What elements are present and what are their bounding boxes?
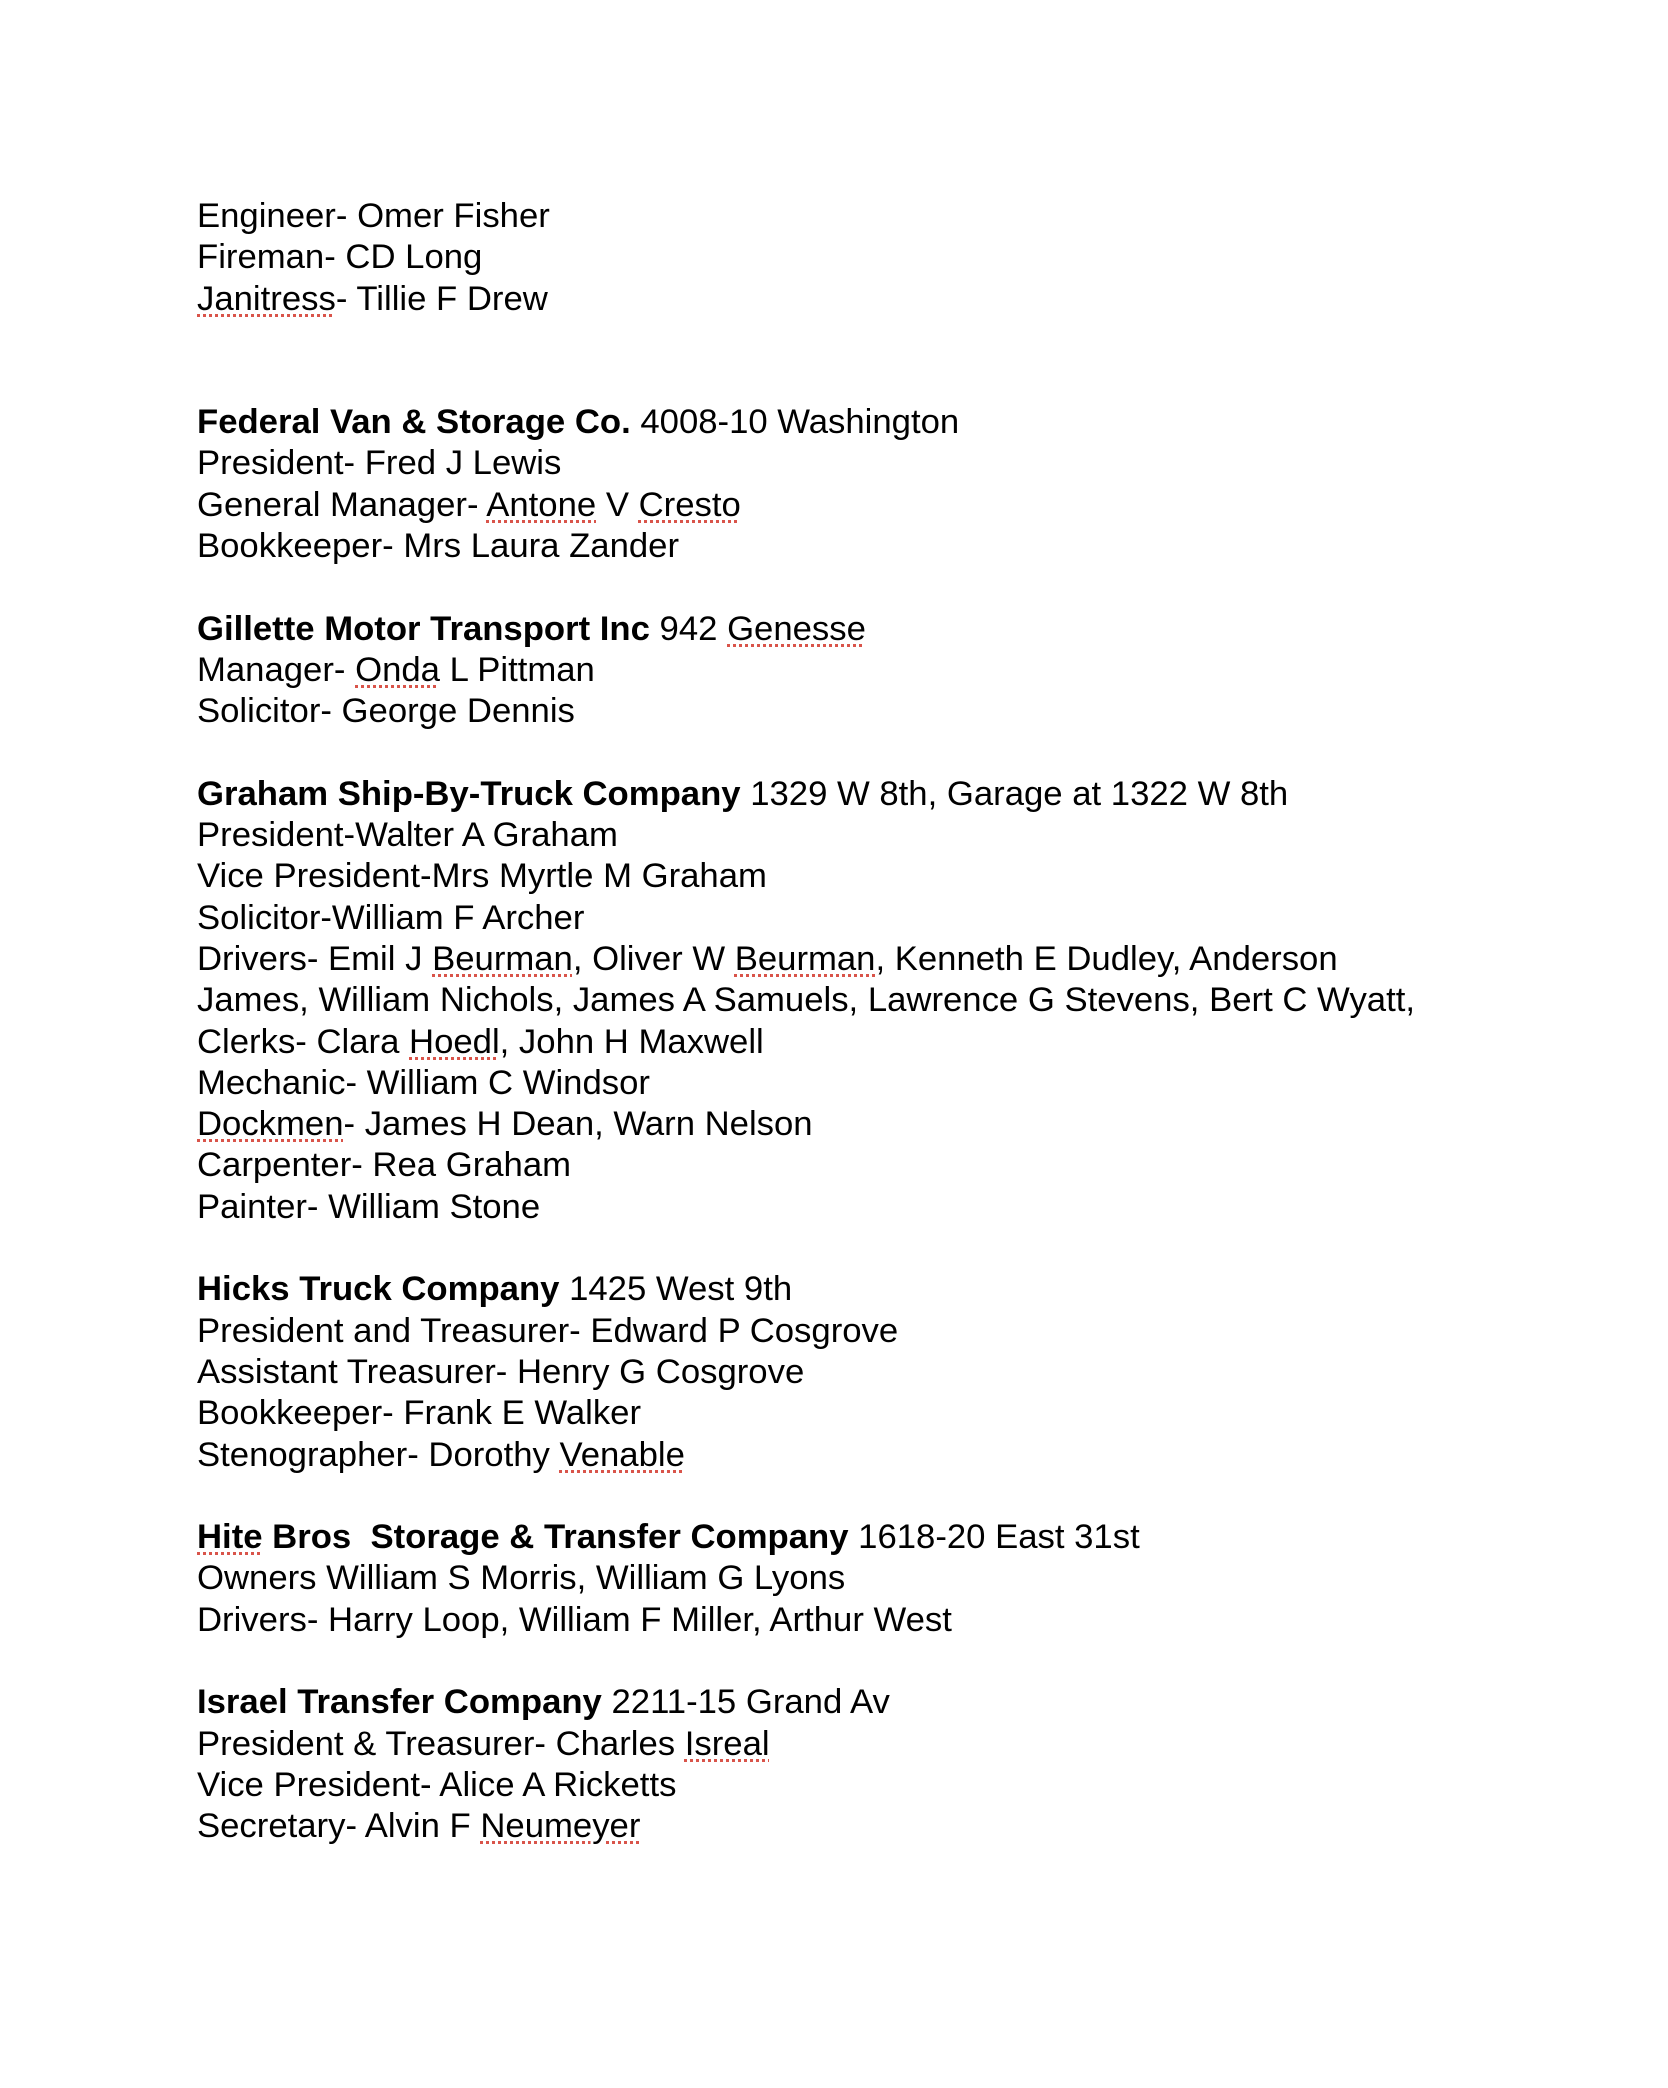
staff-line [197,1022,764,1063]
company-heading [197,1269,792,1310]
text-fragment: - James H Dean, Warn Nelson [343,1105,813,1144]
misspelled-word[interactable]: Antone [486,485,597,524]
separator: - [335,197,358,235]
company-heading [197,609,866,650]
text-fragment: , Oliver W [572,939,735,978]
company-name: Gillette Motor Transport Inc [197,609,650,648]
intro-line-engineer [197,196,550,237]
staff-line: Painter- William Stone [197,1187,541,1226]
misspelled-word[interactable]: Neumeyer [480,1807,641,1846]
text-fragment: L Pittman [439,650,595,689]
company-heading [197,1682,890,1723]
intro-line-janitress [197,279,548,320]
company-address: 4008-10 Washington [640,403,960,441]
staff-line: Bookkeeper- Mrs Laura Zander [197,526,680,565]
company-name: Graham Ship-By-Truck Company [197,774,741,813]
person-name: CD Long [345,238,483,277]
staff-line [197,485,741,526]
staff-line: Vice President-Mrs Myrtle M Graham [197,857,767,896]
staff-line: James, William Nichols, James A Samuels, Lawrence G Stevens, Bert C Wyatt, [197,981,1416,1020]
role-label: Clerks- Clara [197,1022,410,1061]
staff-line [197,939,1338,980]
staff-line: President and Treasurer- Edward P Cosgrove [197,1311,899,1350]
company-name: Federal Van & Storage Co. [197,403,631,441]
staff-line: Carpenter- Rea Graham [197,1146,572,1185]
text-fragment: , Kenneth E Dudley, Anderson [875,939,1338,978]
person-name: Omer Fisher [357,197,550,235]
separator: - [335,279,357,318]
misspelled-word[interactable]: Janitress [197,279,336,318]
company-heading [197,1517,1140,1558]
staff-line: Drivers- Harry Loop, William F Miller, Arthur West [197,1600,952,1639]
misspelled-word[interactable]: Cresto [638,485,741,524]
company-address: 2211-15 Grand Av [611,1683,890,1722]
role-label: Secretary- Alvin F [197,1807,481,1846]
staff-line: Mechanic- William C Windsor [197,1063,650,1102]
staff-line: Bookkeeper- Frank E Walker [197,1394,642,1433]
misspelled-word[interactable]: Onda [355,650,440,689]
staff-line [197,1806,640,1847]
staff-line: Solicitor-William F Archer [197,898,585,937]
company-name: Hicks Truck Company [197,1270,560,1309]
misspelled-word[interactable]: Genesse [727,609,866,648]
staff-line: President-Walter A Graham [197,816,618,854]
company-name: Bros Storage & Transfer Company [262,1518,849,1557]
company-address: 1425 West 9th [569,1270,793,1309]
misspelled-word[interactable]: Dockmen [197,1105,344,1144]
role-label: President & Treasurer- Charles [197,1724,685,1763]
staff-line [197,1435,685,1476]
role-label: General Manager- [197,485,487,524]
company-address: 942 [659,609,728,648]
staff-line: Assistant Treasurer- Henry G Cosgrove [197,1352,805,1391]
intro-line-fireman [197,237,482,278]
company-name: Israel Transfer Company [197,1683,602,1722]
staff-line: President- Fred J Lewis [197,444,562,483]
staff-line: Owners William S Morris, William G Lyons [197,1559,846,1598]
staff-line: Solicitor- George Dennis [197,692,575,731]
misspelled-word[interactable]: Beurman [734,939,876,978]
misspelled-word[interactable]: Hoedl [409,1022,500,1061]
staff-line [197,650,595,691]
role-label: Engineer [197,197,336,235]
company-heading [197,774,1288,815]
staff-line [197,1724,770,1765]
text-fragment: , John H Maxwell [499,1022,764,1061]
staff-line: Vice President- Alice A Ricketts [197,1765,677,1804]
company-address: 1329 W 8th, Garage at 1322 W 8th [750,774,1289,813]
misspelled-word[interactable]: Hite [197,1518,263,1557]
misspelled-word[interactable]: Isreal [684,1724,770,1763]
role-label: Stenographer- Dorothy [197,1435,560,1474]
text-fragment: V [596,485,639,524]
misspelled-word[interactable]: Venable [559,1435,685,1474]
company-heading [197,402,959,443]
company-address: 1618-20 East 31st [858,1518,1140,1557]
misspelled-word[interactable]: Beurman [432,939,573,978]
role-label: Fireman [197,238,325,277]
staff-line [197,1104,813,1145]
role-label: Manager- [197,650,356,689]
separator: - [324,238,346,277]
person-name: Tillie F Drew [356,279,548,318]
role-label: Drivers- Emil J [197,939,433,978]
